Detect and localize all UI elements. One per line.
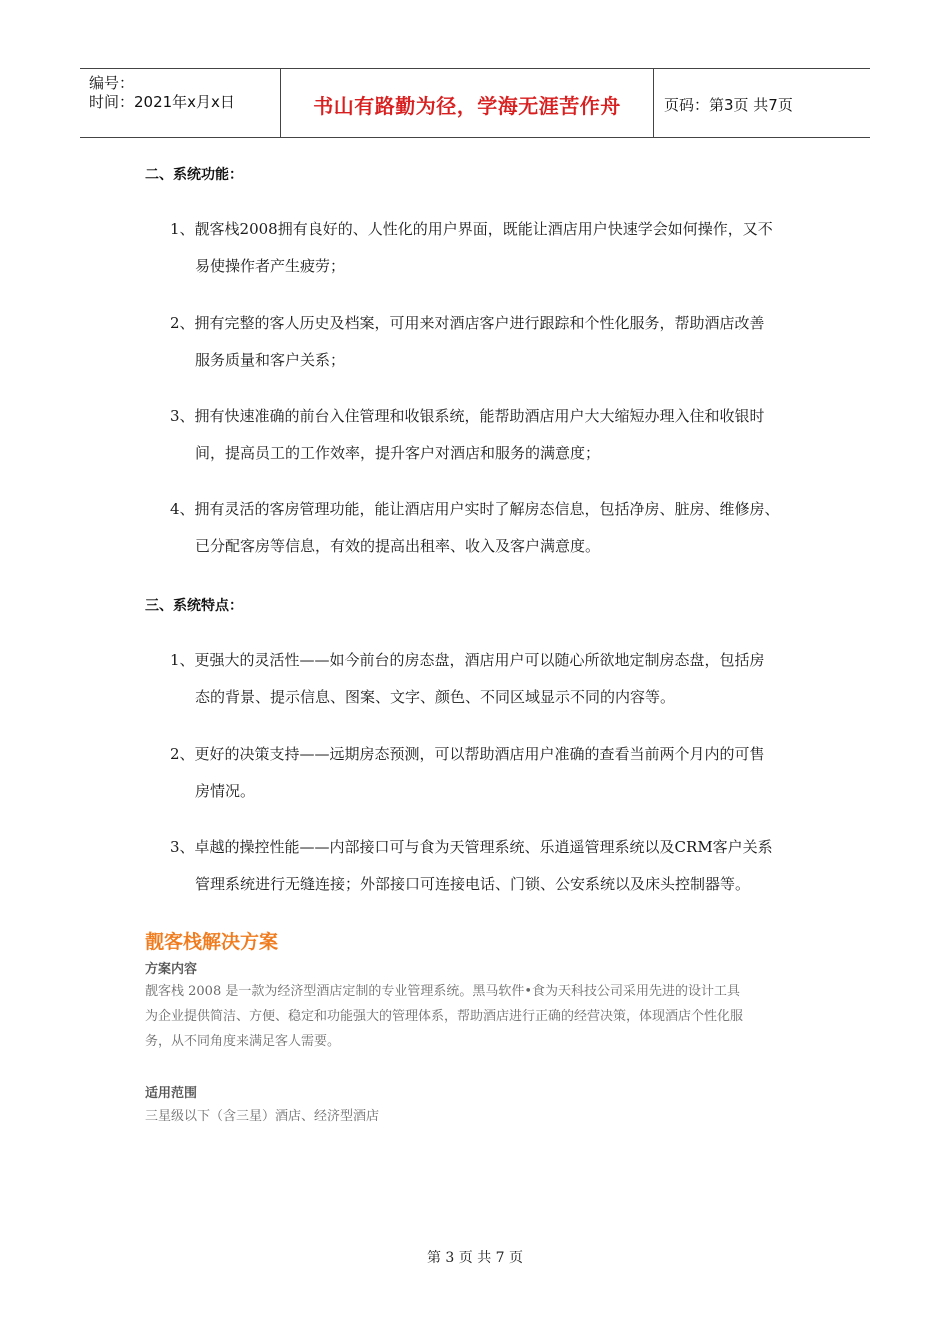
list-item-line: 房情况。 [195,782,256,800]
header-meta-cell [80,69,281,137]
solution-content-line: 为企业提供简洁、方便、稳定和功能强大的管理体系，帮助酒店进行正确的经营决策，体现酒店个性化服 [145,1009,744,1024]
doc-time-label: 时间：2021年x月x日 [89,93,235,111]
header-page-cell [654,69,870,137]
list-item-line: 服务质量和客户关系； [195,351,346,369]
header-page-number: 页码：第3页 共7页 [664,96,793,114]
section-title-functions: 二、系统功能： [145,167,243,183]
solution-scope-heading: 适用范围 [145,1086,198,1101]
doc-code-label: 编号： [89,74,135,92]
solution-title: 靓客栈解决方案 [145,931,279,953]
list-item-line: 3、拥有快速准确的前台入住管理和收银系统，能帮助酒店用户大大缩短办理入住和收银时 [170,407,765,425]
list-item-line: 1、更强大的灵活性——如今前台的房态盘，酒店用户可以随心所欲地定制房态盘，包括房 [170,651,765,669]
solution-scope-text: 三星级以下（含三星）酒店、经济型酒店 [145,1109,380,1124]
list-item-line: 2、拥有完整的客人历史及档案，可用来对酒店客户进行跟踪和个性化服务，帮助酒店改善 [170,314,765,332]
list-item-line: 易使操作者产生疲劳； [195,257,346,275]
list-item-line: 3、卓越的操控性能——内部接口可与食为天管理系统、乐逍遥管理系统以及CRM客户关系 [170,838,773,856]
solution-content-heading: 方案内容 [145,962,198,977]
list-item-line: 间，提高员工的工作效率，提升客户对酒店和服务的满意度； [195,444,601,462]
list-item-line: 已分配客房等信息，有效的提高出租率、收入及客户满意度。 [195,537,601,555]
list-item-line: 管理系统进行无缝连接；外部接口可连接电话、门锁、公安系统以及床头控制器等。 [195,875,751,893]
header-motto: 书山有路勤为径，学海无涯苦作舟 [313,94,621,118]
section-title-features: 三、系统特点： [145,598,243,614]
list-item-line: 态的背景、提示信息、图案、文字、颜色、不同区域显示不同的内容等。 [195,688,676,706]
page-header [80,68,870,138]
solution-content-line: 靓客栈 2008 是一款为经济型酒店定制的专业管理系统。黑马软件•食为天科技公司采用先进的设计工具 [145,984,741,999]
solution-content-line: 务，从不同角度来满足客人需要。 [145,1034,341,1049]
header-motto-cell [281,69,654,137]
page-footer-number: 第 3 页 共 7 页 [426,1250,524,1266]
list-item-line: 1、靓客栈2008拥有良好的、人性化的用户界面，既能让酒店用户快速学会如何操作，又不 [170,220,773,238]
list-item-line: 4、拥有灵活的客房管理功能，能让酒店用户实时了解房态信息，包括净房、脏房、维修房、 [170,500,780,518]
list-item-line: 2、更好的决策支持——远期房态预测，可以帮助酒店用户准确的查看当前两个月内的可售 [170,745,765,763]
